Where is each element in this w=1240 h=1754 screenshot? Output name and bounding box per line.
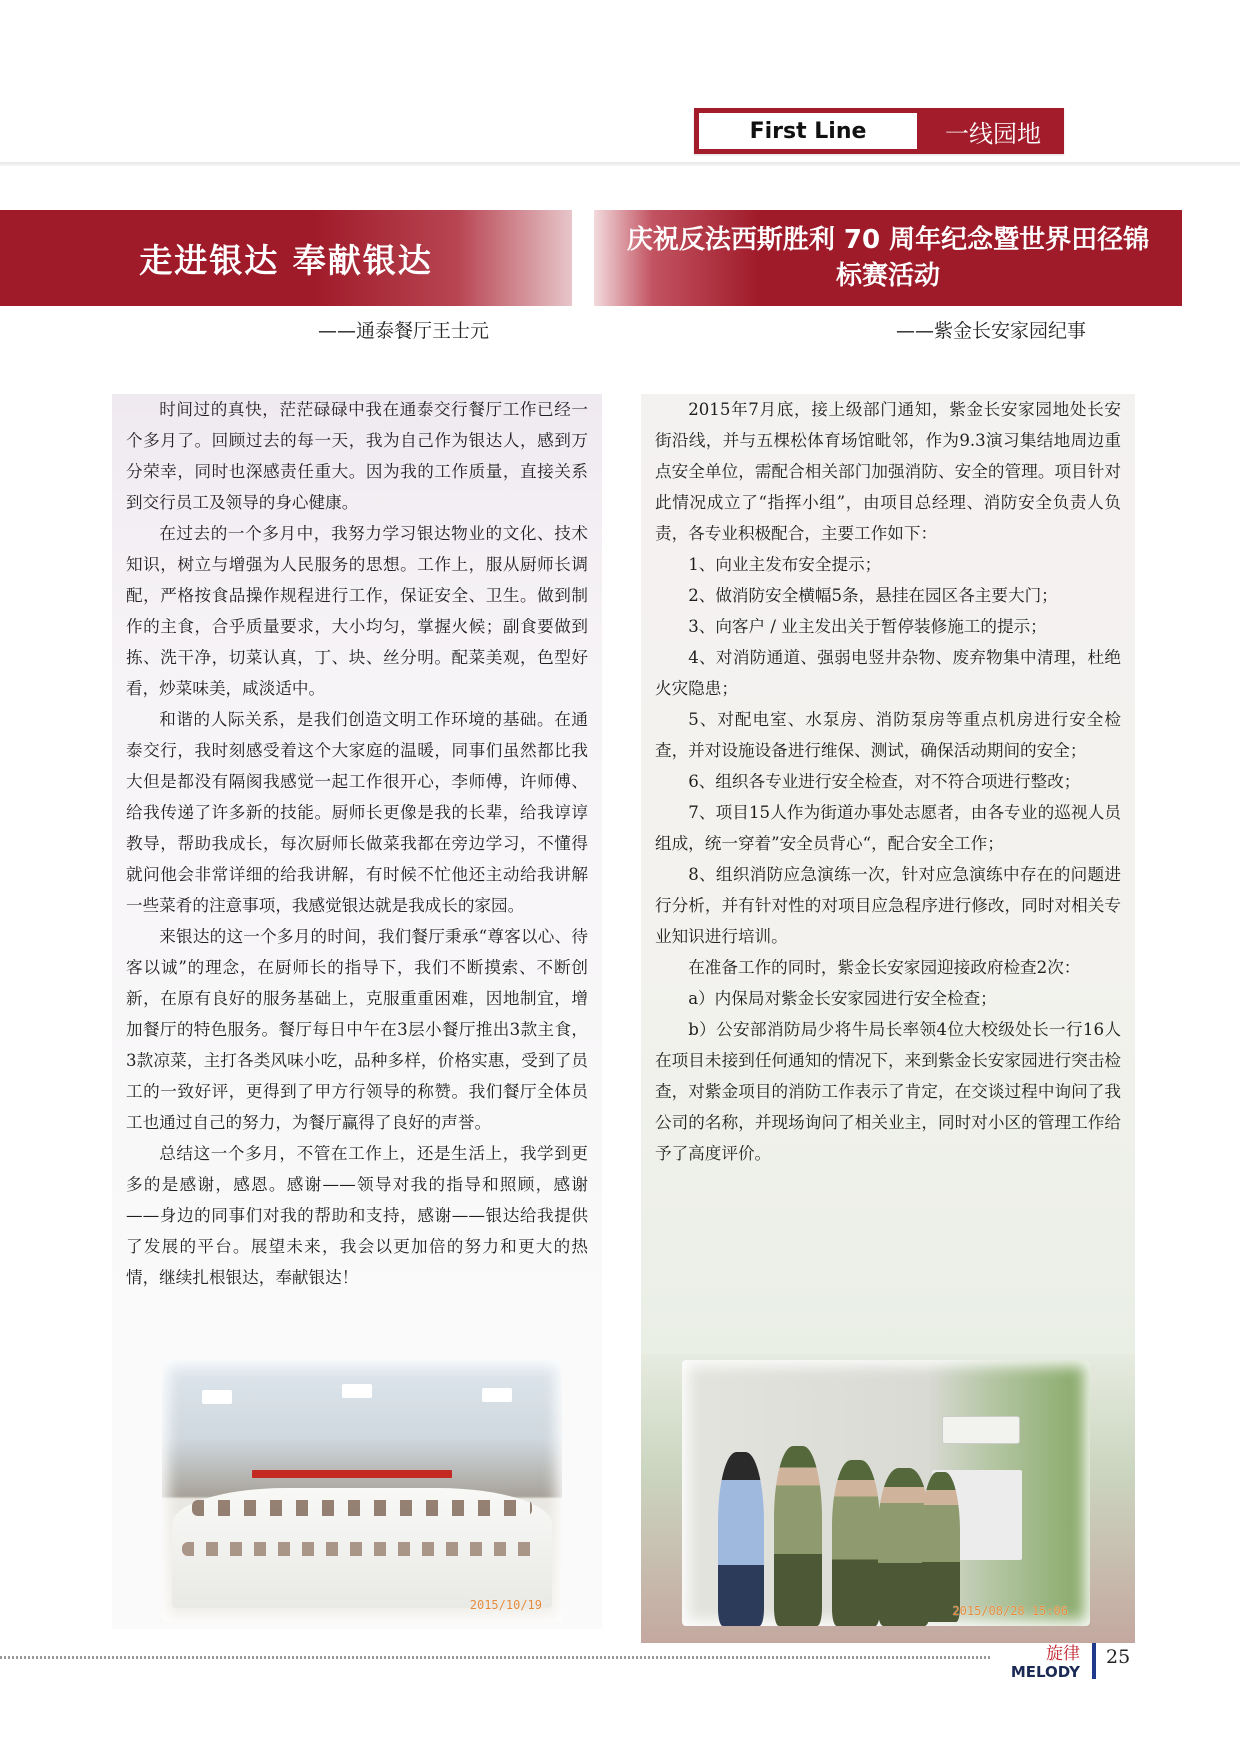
photo-date-stamp: 2015/08/28 15:06 — [952, 1604, 1068, 1618]
officer-figure — [922, 1472, 960, 1622]
right-article-title: 庆祝反法西斯胜利 70 周年纪念暨世界田径锦标赛活动 — [594, 210, 1182, 306]
right-article-byline: ——紫金长安家园纪事 — [896, 320, 1087, 342]
fire-inspection-photo — [682, 1360, 1090, 1626]
right-list-item: b）公安部消防局少将牛局长率领4位大校级处长一行16人在项目未接到任何通知的情况下，来到紫金长安家园进行突击检查，对紫金项目的消防工作表示了肯定，在交谈过程中询问了我公司的名称，并现场询问了相关业主，同时对小区的管理工作给予了高度评价。 — [655, 1020, 1121, 1163]
right-article-body — [641, 394, 1135, 1354]
right-list-item: 2、做消防安全横幅5条，悬挂在园区各主要大门； — [688, 586, 1058, 605]
right-list-item: 5、对配电室、水泵房、消防泵房等重点机房进行安全检查，并对设施设备进行维保、测试，确保活动期间的安全； — [655, 710, 1121, 760]
page-number: 25 — [1106, 1646, 1131, 1668]
left-paragraph: 来银达的这一个多月的时间，我们餐厅秉承“尊客以心、待客以诚”的理念，在厨师长的指导下，我们不断摸索、不断创新，在原有良好的服务基础上，克服重重困难，因地制宜，增加餐厅的特色服务。餐厅每日中午在3层小餐厅推出3款主食，3款凉菜，主打各类风味小吃，品种多样，价格实惠，受到了员工的一致好评，更得到了甲方行领导的称赞。我们餐厅全体员工也通过自己的努力，为餐厅赢得了良好的声誉。 — [126, 927, 588, 1132]
right-list-item: 6、组织各专业进行安全检查，对不符合项进行整改； — [688, 772, 1081, 791]
ceiling-light — [482, 1388, 512, 1402]
right-list-item: a）内保局对紫金长安家园进行安全检查； — [688, 989, 997, 1008]
right-intro-paragraph: 2015年7月底，接上级部门通知，紫金长安家园地处长安街沿线，并与五棵松体育场馆毗邻，作为9.3演习集结地周边重点安全单位，需配合相关部门加强消防、安全的管理。项目针对此情况成立了“指挥小组”，由项目总经理、消防安全负责人负责，各专业积极配合，主要工作如下： — [655, 400, 1121, 543]
header-divider — [0, 162, 1240, 166]
left-paragraph: 总结这一个多月，不管在工作上，还是生活上，我学到更多的是感谢，感恩。感谢——领导对我的指导和照顾，感谢——身边的同事们对我的帮助和支持，感谢——银达给我提供了发展的平台。展望未来，我会以更加倍的努力和更大的热情，继续扎根银达，奉献银达！ — [126, 1144, 588, 1287]
kitchen-staff-photo — [162, 1360, 562, 1622]
left-article-body — [112, 394, 602, 1354]
brand-en: MELODY — [1010, 1663, 1080, 1681]
staff-faces — [192, 1500, 532, 1516]
right-list-item: 在准备工作的同时，紫金长安家园迎接政府检查2次： — [688, 958, 1081, 977]
section-tag-en: First Line — [694, 108, 922, 154]
officer-figure — [832, 1460, 880, 1626]
left-article-title: 走进银达 奉献银达 — [0, 210, 572, 306]
right-list-item: 3、向客户 / 业主发出关于暂停装修施工的提示； — [688, 617, 1047, 636]
section-tag-cn: 一线园地 — [922, 108, 1064, 154]
left-paragraph: 和谐的人际关系，是我们创造文明工作环境的基础。在通泰交行，我时刻感受着这个大家庭的温暖，同事们虽然都比我大但是都没有隔阂我感觉一起工作很开心，李师傅，许师傅、给我传递了许多新的技能。厨师长更像是我的长辈，给我谆谆教导，帮助我成长，每次厨师长做菜我都在旁边学习，不懂得就问他会非常详细的给我讲解，有时候不忙他还主动给我讲解一些菜肴的注意事项，我感觉银达就是我成长的家园。 — [126, 710, 588, 915]
led-ticker — [252, 1470, 452, 1478]
right-list-item: 4、对消防通道、强弱电竖井杂物、废弃物集中清理，杜绝火灾隐患； — [655, 648, 1121, 698]
officer-figure — [774, 1446, 822, 1626]
brand-cn: 旋律 — [1046, 1644, 1080, 1664]
right-list-item: 8、组织消防应急演练一次，针对应急演练中存在的问题进行分析，并有针对性的对项目应急程序进行修改，同时对相关专业知识进行培训。 — [655, 865, 1121, 946]
footer-dotted-rule — [0, 1656, 990, 1659]
woman-figure — [718, 1452, 764, 1626]
ceiling-light — [202, 1390, 232, 1404]
staff-faces — [182, 1542, 542, 1556]
right-list-item: 7、项目15人作为街道办事处志愿者，由各专业的巡视人员组成，统一穿着”安全员背心“，配合安全工作； — [655, 803, 1121, 853]
left-paragraph: 在过去的一个多月中，我努力学习银达物业的文化、技术知识，树立与增强为人民服务的思想。工作上，服从厨师长调配，严格按食品操作规程进行工作，保证安全、卫生。做到制作的主食，合乎质量要求，大小均匀，掌握火候；副食要做到拣、洗干净，切菜认真，丁、块、丝分明。配菜美观，色型好看，炒菜味美，咸淡适中。 — [126, 524, 588, 698]
footer-divider-bar — [1092, 1643, 1096, 1679]
left-paragraph: 时间过的真快，茫茫碌碌中我在通泰交行餐厅工作已经一个多月了。回顾过去的每一天，我为自己作为银达人，感到万分荣幸，同时也深感责任重大。因为我的工作质量，直接关系到交行员工及领导的身心健康。 — [126, 400, 588, 512]
left-article-byline: ——通泰餐厅王士元 — [318, 320, 490, 342]
ceiling-light — [342, 1384, 372, 1398]
photo-date-stamp: 2015/10/19 — [469, 1598, 542, 1612]
right-list-item: 1、向业主发布安全提示； — [688, 555, 882, 574]
section-tag — [694, 108, 1064, 154]
magazine-brand — [1000, 1644, 1080, 1680]
air-conditioner — [942, 1416, 1020, 1444]
